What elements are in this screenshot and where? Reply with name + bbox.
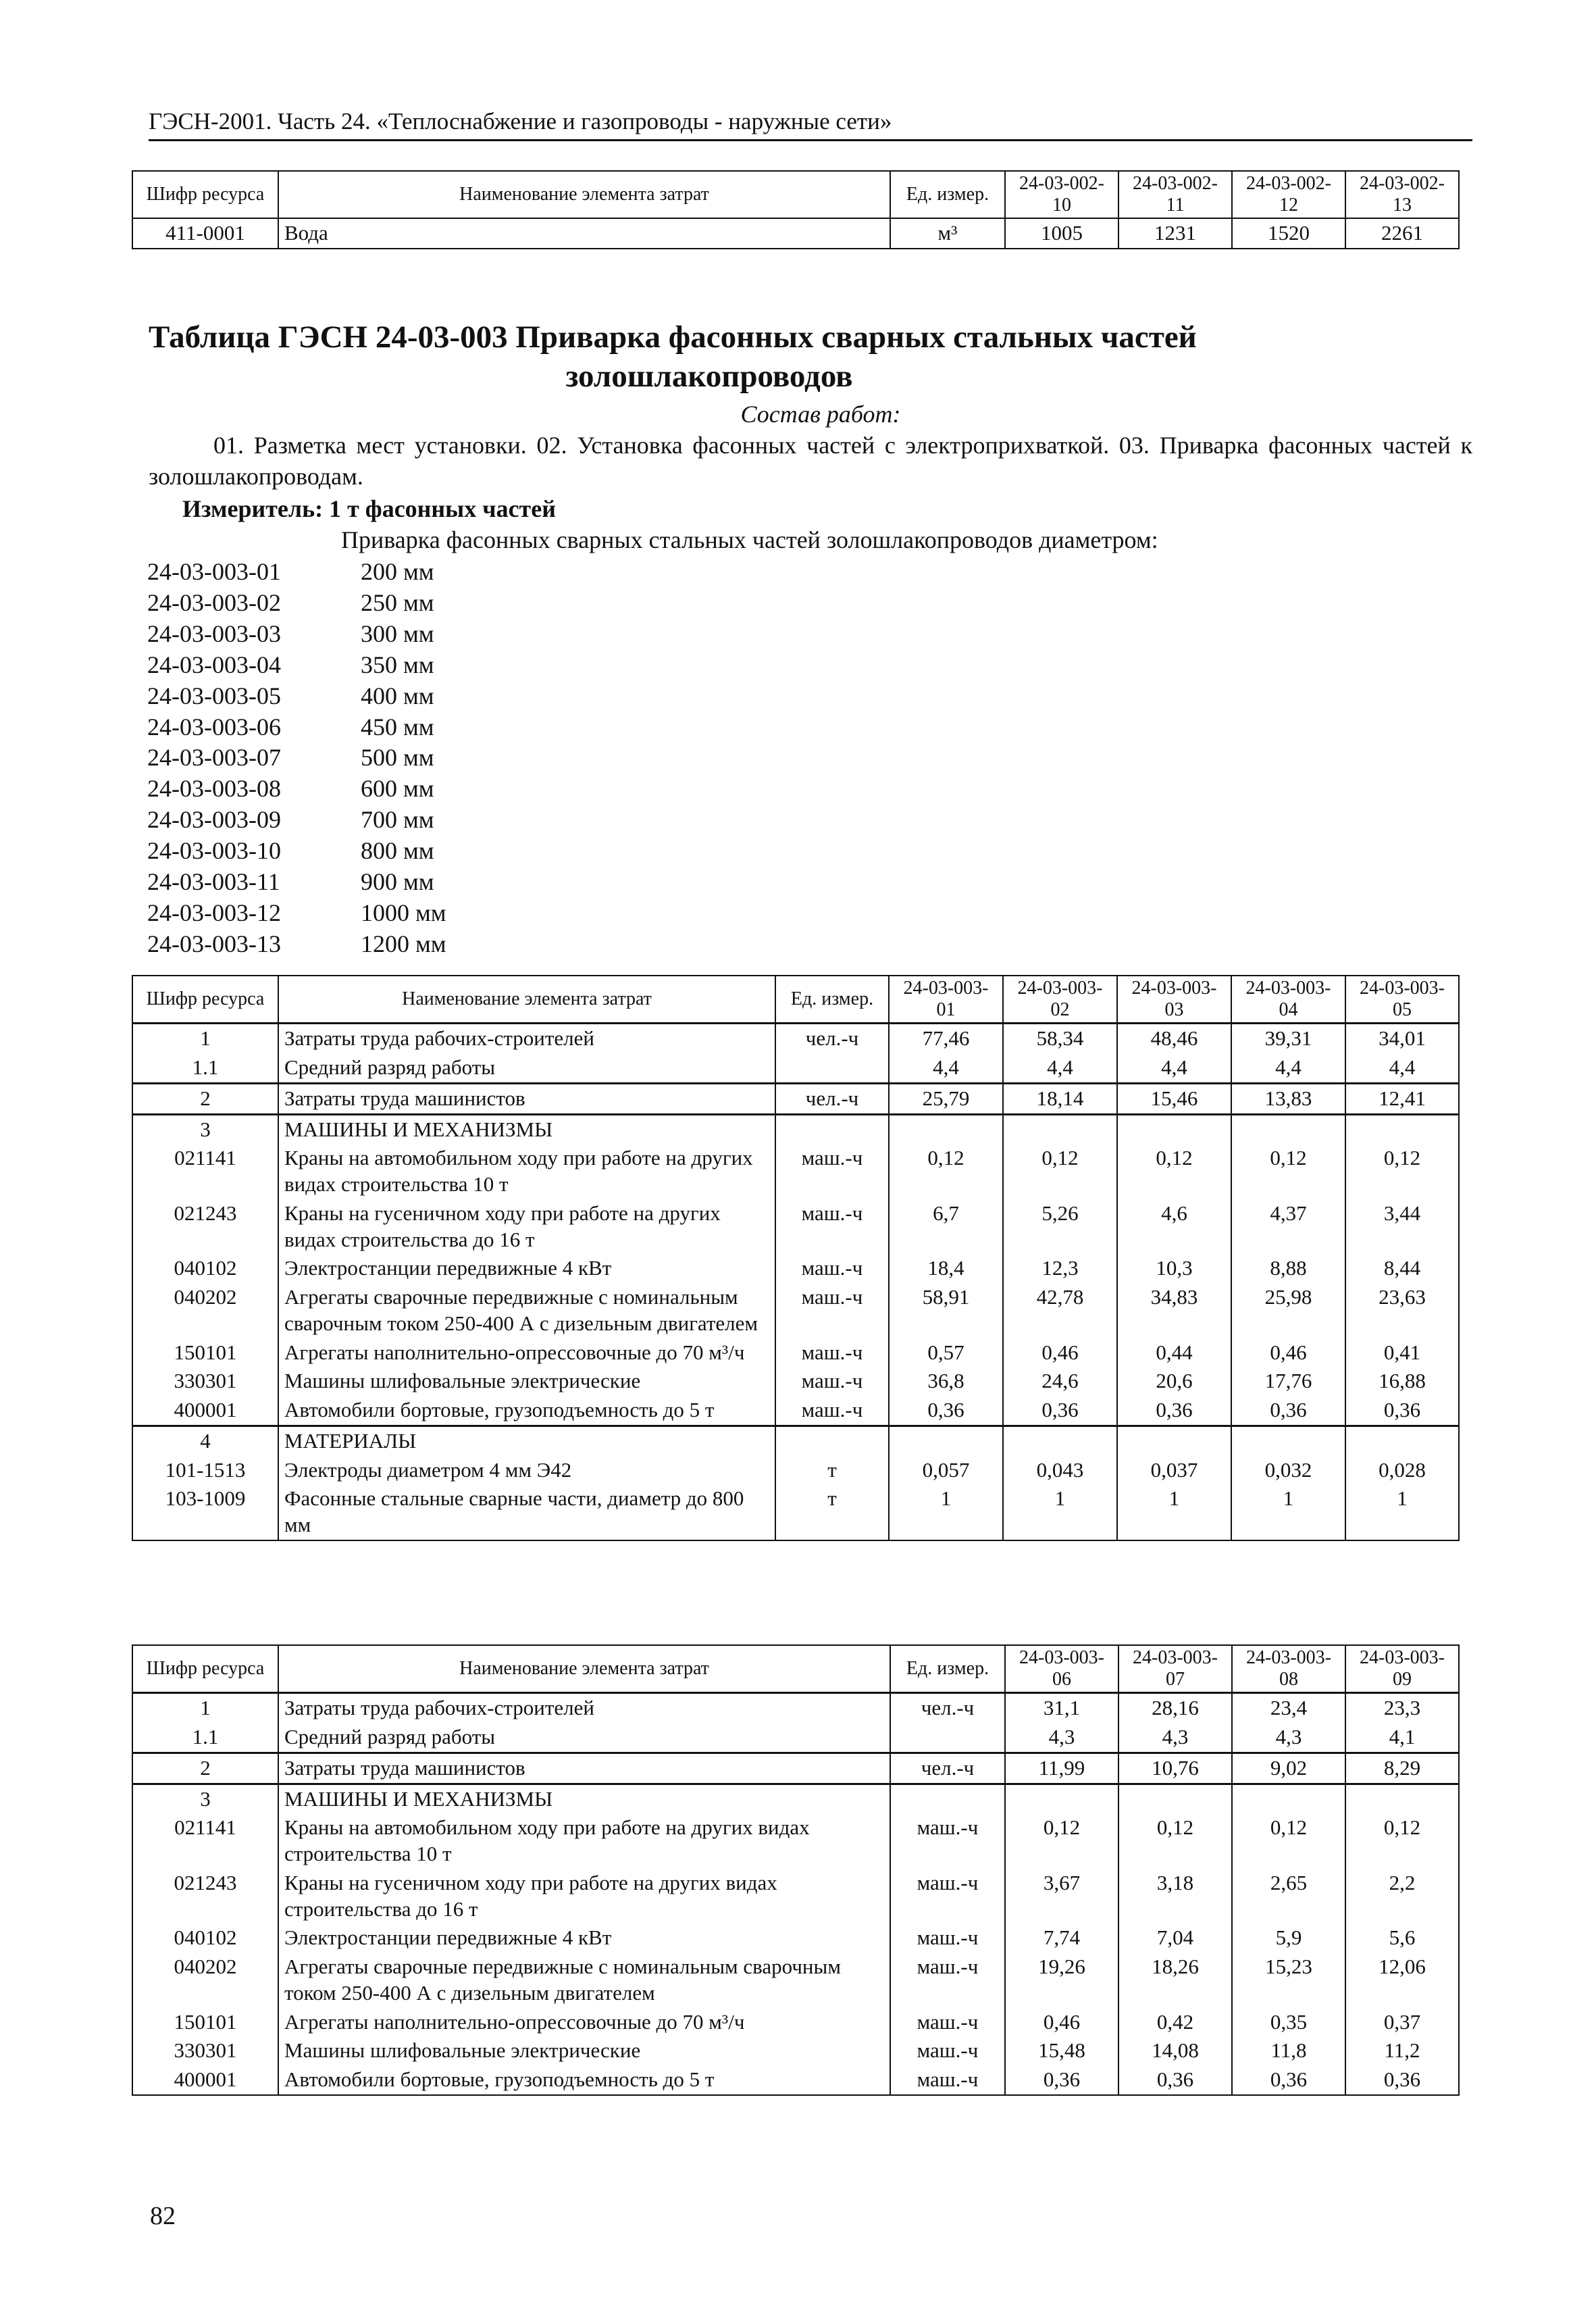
variant-size: 1000 мм <box>361 899 446 926</box>
table-row <box>132 1456 1459 1485</box>
resource-value: 8,29 <box>1345 1753 1459 1784</box>
resource-value: 4,6 <box>1117 1199 1231 1255</box>
resource-value: 0,12 <box>1345 1144 1459 1199</box>
resource-value: 0,36 <box>889 1396 1003 1426</box>
header-unit: Ед. измер. <box>775 976 889 1024</box>
resource-value: 13,83 <box>1231 1083 1345 1114</box>
resource-value <box>1118 1784 1232 1813</box>
resource-value <box>889 1426 1003 1455</box>
resource-value: 7,04 <box>1118 1923 1232 1953</box>
header-name: Наименование элемента затрат <box>278 171 890 218</box>
resource-value: 31,1 <box>1005 1693 1118 1723</box>
resource-value: 4,1 <box>1345 1723 1459 1753</box>
resource-value: 0,36 <box>1005 2065 1118 2095</box>
resource-value: 0,057 <box>889 1456 1003 1485</box>
resource-code: 040202 <box>132 1953 278 2008</box>
resource-value: 0,42 <box>1118 2008 1232 2037</box>
resource-value: 0,12 <box>1345 1813 1459 1869</box>
resource-value: 0,12 <box>889 1144 1003 1199</box>
resource-unit: маш.-ч <box>890 1869 1005 1924</box>
resource-name: Агрегаты сварочные передвижные с номинальным сварочным током 250-400 А с дизельным двигателем <box>278 1283 775 1338</box>
resource-code: 1.1 <box>132 1053 278 1083</box>
resource-value: 34,01 <box>1345 1024 1459 1053</box>
resource-value: 23,4 <box>1232 1693 1345 1723</box>
resource-value: 36,8 <box>889 1367 1003 1396</box>
table-row <box>132 1367 1459 1396</box>
resource-code: 150101 <box>132 2008 278 2037</box>
table-row <box>132 1753 1459 1784</box>
resource-code: 040202 <box>132 1283 278 1338</box>
resource-name: Затраты труда рабочих-строителей <box>278 1693 890 1723</box>
resource-value: 0,36 <box>1345 2065 1459 2095</box>
resource-name: Затраты труда машинистов <box>278 1753 890 1784</box>
table-row <box>132 1199 1459 1255</box>
table-row <box>132 1114 1459 1144</box>
resource-value: 1005 <box>1005 218 1118 249</box>
resource-code: 2 <box>132 1753 278 1784</box>
resource-value <box>1117 1114 1231 1144</box>
variant-code: 24-03-003-01 <box>147 558 281 585</box>
resource-value: 11,8 <box>1232 2036 1345 2065</box>
resource-value: 1231 <box>1118 218 1232 249</box>
resource-value <box>1232 1784 1345 1813</box>
resource-code: 1 <box>132 1024 278 1053</box>
resource-value: 0,37 <box>1345 2008 1459 2037</box>
resource-value <box>1231 1426 1345 1455</box>
table-row <box>132 1693 1459 1723</box>
variant-size: 600 мм <box>361 775 434 803</box>
resource-name: Автомобили бортовые, грузоподъемность до 5 т <box>278 1396 775 1426</box>
variant-code: 24-03-003-04 <box>147 651 281 678</box>
resource-code: 040102 <box>132 1254 278 1283</box>
table-row <box>132 1869 1459 1924</box>
header-unit: Ед. измер. <box>890 1645 1005 1693</box>
variant-code: 24-03-003-09 <box>147 806 281 834</box>
variant-item <box>147 619 446 650</box>
resource-name: Средний разряд работы <box>278 1053 775 1083</box>
resource-value: 11,2 <box>1345 2036 1459 2065</box>
variant-code: 24-03-003-03 <box>147 620 281 647</box>
table-row <box>132 1083 1459 1114</box>
variant-code: 24-03-003-02 <box>147 588 281 616</box>
table-row <box>132 1144 1459 1199</box>
variant-size: 800 мм <box>361 837 434 865</box>
variant-item <box>147 805 446 836</box>
variant-size: 500 мм <box>361 744 434 772</box>
resource-name: МАШИНЫ И МЕХАНИЗМЫ <box>278 1114 775 1144</box>
table-row <box>132 2036 1459 2065</box>
resource-value: 1 <box>1345 1484 1459 1540</box>
variant-code: 24-03-003-12 <box>147 899 281 926</box>
resource-value: 0,36 <box>1345 1396 1459 1426</box>
variant-item <box>147 898 446 929</box>
resource-value: 58,34 <box>1003 1024 1117 1053</box>
resource-name: Электростанции передвижные 4 кВт <box>278 1923 890 1953</box>
resource-value: 28,16 <box>1118 1693 1232 1723</box>
resource-value: 18,26 <box>1118 1953 1232 2008</box>
header-code: Шифр ресурса <box>132 171 278 218</box>
resource-unit: маш.-ч <box>775 1367 889 1396</box>
table-title-line-1: Таблица ГЭСН 24-03-003 Приварка фасонных сварных стальных частей <box>149 320 1197 355</box>
resource-value: 4,4 <box>1003 1053 1117 1083</box>
resource-value: 0,12 <box>1005 1813 1118 1869</box>
variant-size: 900 мм <box>361 868 434 896</box>
resource-value: 5,6 <box>1345 1923 1459 1953</box>
resource-name: Электростанции передвижные 4 кВт <box>278 1254 775 1283</box>
resource-code: 021243 <box>132 1869 278 1924</box>
resource-value: 4,4 <box>1345 1053 1459 1083</box>
variant-size: 300 мм <box>361 620 434 647</box>
resource-value: 1520 <box>1232 218 1345 249</box>
variant-size: 1200 мм <box>361 930 446 957</box>
resource-name: Агрегаты наполнительно-опрессовочные до 70 м³/ч <box>278 2008 890 2037</box>
table-row <box>132 1813 1459 1869</box>
variant-item <box>147 557 446 588</box>
resource-value: 0,46 <box>1231 1338 1345 1367</box>
resource-unit: маш.-ч <box>775 1144 889 1199</box>
resource-value: 34,83 <box>1117 1283 1231 1338</box>
resource-value: 0,36 <box>1118 2065 1232 2095</box>
table-header-row <box>132 976 1459 1024</box>
header-code: Шифр ресурса <box>132 1645 278 1693</box>
header-variant: 24-03-003-05 <box>1345 976 1459 1024</box>
resource-value: 1 <box>1003 1484 1117 1540</box>
header-name: Наименование элемента затрат <box>278 976 775 1024</box>
resource-value: 18,14 <box>1003 1083 1117 1114</box>
resource-value: 58,91 <box>889 1283 1003 1338</box>
header-variant: 24-03-003-08 <box>1232 1645 1345 1693</box>
resource-code: 2 <box>132 1083 278 1114</box>
resource-value: 0,46 <box>1003 1338 1117 1367</box>
resource-name: Краны на автомобильном ходу при работе на других видах строительства 10 т <box>278 1144 775 1199</box>
header-variant: 24-03-002-11 <box>1118 171 1232 218</box>
resource-code: 150101 <box>132 1338 278 1367</box>
resource-unit: маш.-ч <box>890 1923 1005 1953</box>
variant-code: 24-03-003-10 <box>147 837 281 865</box>
resource-value: 10,3 <box>1117 1254 1231 1283</box>
resource-name: Машины шлифовальные электрические <box>278 2036 890 2065</box>
resource-value: 23,3 <box>1345 1693 1459 1723</box>
resource-table-water <box>132 170 1460 249</box>
variant-item <box>147 929 446 960</box>
resource-value: 15,23 <box>1232 1953 1345 2008</box>
variant-item <box>147 650 446 681</box>
resource-code: 040102 <box>132 1923 278 1953</box>
resource-code: 330301 <box>132 1367 278 1396</box>
resource-value <box>1345 1784 1459 1813</box>
resource-code: 4 <box>132 1426 278 1455</box>
resource-value: 6,7 <box>889 1199 1003 1255</box>
resource-name: Краны на автомобильном ходу при работе на других видах строительства 10 т <box>278 1813 890 1869</box>
header-variant: 24-03-003-09 <box>1345 1645 1459 1693</box>
table-row <box>132 1426 1459 1455</box>
header-variant: 24-03-003-03 <box>1117 976 1231 1024</box>
resource-unit: т <box>775 1456 889 1485</box>
table-row <box>132 1053 1459 1083</box>
resource-unit <box>775 1426 889 1455</box>
header-code: Шифр ресурса <box>132 976 278 1024</box>
resource-value: 1 <box>1117 1484 1231 1540</box>
variant-size: 700 мм <box>361 806 434 834</box>
running-header: ГЭСН-2001. Часть 24. «Теплоснабжение и газопроводы - наружные сети» <box>149 108 1472 141</box>
header-variant: 24-03-003-06 <box>1005 1645 1118 1693</box>
table-row <box>132 1254 1459 1283</box>
resource-value: 4,4 <box>1231 1053 1345 1083</box>
resource-value: 4,4 <box>1117 1053 1231 1083</box>
resource-code: 021243 <box>132 1199 278 1255</box>
variant-size: 350 мм <box>361 651 434 678</box>
resource-unit: чел.-ч <box>890 1753 1005 1784</box>
resource-value: 2,2 <box>1345 1869 1459 1924</box>
resource-value: 0,35 <box>1232 2008 1345 2037</box>
resource-name: Фасонные стальные сварные части, диаметр до 800 мм <box>278 1484 775 1540</box>
resource-value: 0,032 <box>1231 1456 1345 1485</box>
resource-unit: чел.-ч <box>775 1083 889 1114</box>
resource-unit: м³ <box>890 218 1005 249</box>
resource-value: 0,037 <box>1117 1456 1231 1485</box>
resource-value <box>1003 1426 1117 1455</box>
resource-value: 4,3 <box>1118 1723 1232 1753</box>
variant-item <box>147 774 446 805</box>
resource-name: Затраты труда машинистов <box>278 1083 775 1114</box>
measure-unit: Измеритель: 1 т фасонных частей <box>182 495 556 522</box>
resource-unit: маш.-ч <box>890 2008 1005 2037</box>
resource-value: 1 <box>889 1484 1003 1540</box>
header-variant: 24-03-002-13 <box>1345 171 1459 218</box>
resource-value: 0,44 <box>1117 1338 1231 1367</box>
resource-value: 0,043 <box>1003 1456 1117 1485</box>
resource-value: 39,31 <box>1231 1024 1345 1053</box>
resource-value <box>1345 1114 1459 1144</box>
resource-value: 7,74 <box>1005 1923 1118 1953</box>
table-row <box>132 1923 1459 1953</box>
resource-value: 0,12 <box>1118 1813 1232 1869</box>
resource-value: 2261 <box>1345 218 1459 249</box>
resource-value: 18,4 <box>889 1254 1003 1283</box>
resource-value: 23,63 <box>1345 1283 1459 1338</box>
resource-name: МАШИНЫ И МЕХАНИЗМЫ <box>278 1784 890 1813</box>
resource-value: 19,26 <box>1005 1953 1118 2008</box>
variant-size: 400 мм <box>361 682 434 709</box>
resource-code: 1.1 <box>132 1723 278 1753</box>
resource-unit <box>775 1114 889 1144</box>
resource-code: 3 <box>132 1784 278 1813</box>
header-name: Наименование элемента затрат <box>278 1645 890 1693</box>
table-header-row <box>132 171 1459 218</box>
resource-table-01-05 <box>132 975 1460 1541</box>
resource-name: Краны на гусеничном ходу при работе на других видах строительства до 16 т <box>278 1869 890 1924</box>
composition-label: Состав работ: <box>740 401 901 428</box>
resource-name: МАТЕРИАЛЫ <box>278 1426 775 1455</box>
resource-value: 3,67 <box>1005 1869 1118 1924</box>
resource-value: 2,65 <box>1232 1869 1345 1924</box>
resource-code: 400001 <box>132 1396 278 1426</box>
resource-unit: маш.-ч <box>775 1396 889 1426</box>
resource-unit: чел.-ч <box>890 1693 1005 1723</box>
work-composition-text: 01. Разметка мест установки. 02. Установка фасонных частей с электроприхваткой. 03. Приварка фасонных частей к золошлакопроводам. <box>149 432 1472 490</box>
header-unit: Ед. измер. <box>890 171 1005 218</box>
variant-size: 250 мм <box>361 588 434 616</box>
variant-item <box>147 867 446 898</box>
resource-unit: маш.-ч <box>890 1953 1005 2008</box>
header-variant: 24-03-003-02 <box>1003 976 1117 1024</box>
variant-code: 24-03-003-08 <box>147 775 281 803</box>
resource-value: 3,18 <box>1118 1869 1232 1924</box>
table-row <box>132 2065 1459 2095</box>
resource-unit: маш.-ч <box>890 2036 1005 2065</box>
resource-name: Агрегаты наполнительно-опрессовочные до 70 м³/ч <box>278 1338 775 1367</box>
variant-item <box>147 588 446 619</box>
resource-value: 4,37 <box>1231 1199 1345 1255</box>
resource-value: 0,12 <box>1232 1813 1345 1869</box>
variant-item <box>147 743 446 774</box>
resource-unit: маш.-ч <box>775 1254 889 1283</box>
resource-value: 12,3 <box>1003 1254 1117 1283</box>
header-variant: 24-03-003-07 <box>1118 1645 1232 1693</box>
resource-unit: т <box>775 1484 889 1540</box>
resource-value: 0,46 <box>1005 2008 1118 2037</box>
resource-value: 14,08 <box>1118 2036 1232 2065</box>
table-title-line-2: золошлакопроводов <box>565 359 853 394</box>
resource-value: 20,6 <box>1117 1367 1231 1396</box>
resource-unit <box>890 1723 1005 1753</box>
variant-code: 24-03-003-07 <box>147 744 281 772</box>
resource-value: 42,78 <box>1003 1283 1117 1338</box>
table-row <box>132 1396 1459 1426</box>
resource-value: 15,48 <box>1005 2036 1118 2065</box>
resource-value: 4,3 <box>1232 1723 1345 1753</box>
resource-code: 021141 <box>132 1144 278 1199</box>
resource-value: 8,44 <box>1345 1254 1459 1283</box>
resource-name: Автомобили бортовые, грузоподъемность до 5 т <box>278 2065 890 2095</box>
resource-value: 0,12 <box>1117 1144 1231 1199</box>
resource-value: 10,76 <box>1118 1753 1232 1784</box>
resource-unit: чел.-ч <box>775 1024 889 1053</box>
resource-name: Затраты труда рабочих-строителей <box>278 1024 775 1053</box>
resource-name: Средний разряд работы <box>278 1723 890 1753</box>
variant-size: 450 мм <box>361 713 434 740</box>
resource-value <box>1117 1426 1231 1455</box>
resource-value: 9,02 <box>1232 1753 1345 1784</box>
table-header-row <box>132 1645 1459 1693</box>
resource-unit: маш.-ч <box>775 1283 889 1338</box>
resource-value <box>889 1114 1003 1144</box>
resource-value <box>1003 1114 1117 1144</box>
resource-code: 103-1009 <box>132 1484 278 1540</box>
table-row <box>132 1784 1459 1813</box>
resource-table-06-09 <box>132 1644 1460 2096</box>
resource-value: 8,88 <box>1231 1254 1345 1283</box>
variant-code: 24-03-003-11 <box>147 868 280 896</box>
resource-value: 17,76 <box>1231 1367 1345 1396</box>
resource-value: 1 <box>1231 1484 1345 1540</box>
resource-value: 0,36 <box>1117 1396 1231 1426</box>
table-title <box>149 318 1472 396</box>
resource-value: 0,12 <box>1003 1144 1117 1199</box>
table-row <box>132 1953 1459 2008</box>
header-variant: 24-03-003-04 <box>1231 976 1345 1024</box>
variant-item <box>147 681 446 712</box>
variants-list <box>147 557 446 960</box>
resource-unit <box>775 1053 889 1083</box>
resource-unit: маш.-ч <box>890 1813 1005 1869</box>
resource-value: 5,9 <box>1232 1923 1345 1953</box>
table-row <box>132 2008 1459 2037</box>
resource-value: 0,36 <box>1003 1396 1117 1426</box>
variants-intro: Приварка фасонных сварных стальных частей золошлакопроводов диаметром: <box>341 526 1158 553</box>
header-variant: 24-03-002-10 <box>1005 171 1118 218</box>
resource-unit: маш.-ч <box>775 1338 889 1367</box>
variant-size: 200 мм <box>361 558 434 585</box>
resource-unit: маш.-ч <box>890 2065 1005 2095</box>
resource-code: 330301 <box>132 2036 278 2065</box>
resource-value: 25,79 <box>889 1083 1003 1114</box>
header-variant: 24-03-003-01 <box>889 976 1003 1024</box>
resource-value: 0,12 <box>1231 1144 1345 1199</box>
table-row <box>132 1338 1459 1367</box>
resource-code: 101-1513 <box>132 1456 278 1485</box>
table-row <box>132 1024 1459 1053</box>
resource-value <box>1231 1114 1345 1144</box>
resource-unit <box>890 1784 1005 1813</box>
resource-value <box>1005 1784 1118 1813</box>
resource-value: 11,99 <box>1005 1753 1118 1784</box>
resource-value: 0,36 <box>1231 1396 1345 1426</box>
resource-name: Электроды диаметром 4 мм Э42 <box>278 1456 775 1485</box>
table-row <box>132 1283 1459 1338</box>
resource-value: 3,44 <box>1345 1199 1459 1255</box>
variant-code: 24-03-003-05 <box>147 682 281 709</box>
variant-item <box>147 712 446 743</box>
resource-code: 400001 <box>132 2065 278 2095</box>
resource-value: 77,46 <box>889 1024 1003 1053</box>
resource-value: 0,57 <box>889 1338 1003 1367</box>
resource-value: 12,06 <box>1345 1953 1459 2008</box>
resource-value: 0,41 <box>1345 1338 1459 1367</box>
page-number: 82 <box>150 2202 176 2230</box>
resource-value <box>1345 1426 1459 1455</box>
resource-name: Краны на гусеничном ходу при работе на других видах строительства до 16 т <box>278 1199 775 1255</box>
resource-value: 4,4 <box>889 1053 1003 1083</box>
resource-value: 4,3 <box>1005 1723 1118 1753</box>
table-row <box>132 218 1459 249</box>
resource-name: Агрегаты сварочные передвижные с номинальным сварочным током 250-400 А с дизельным двигателем <box>278 1953 890 2008</box>
resource-value: 48,46 <box>1117 1024 1231 1053</box>
resource-value: 25,98 <box>1231 1283 1345 1338</box>
resource-unit: маш.-ч <box>775 1199 889 1255</box>
resource-name: Вода <box>278 218 890 249</box>
variant-code: 24-03-003-13 <box>147 930 281 957</box>
resource-value: 16,88 <box>1345 1367 1459 1396</box>
resource-value: 15,46 <box>1117 1083 1231 1114</box>
resource-value: 24,6 <box>1003 1367 1117 1396</box>
table-row <box>132 1723 1459 1753</box>
resource-value: 0,028 <box>1345 1456 1459 1485</box>
resource-value: 12,41 <box>1345 1083 1459 1114</box>
resource-code: 411-0001 <box>132 218 278 249</box>
resource-code: 021141 <box>132 1813 278 1869</box>
resource-value: 5,26 <box>1003 1199 1117 1255</box>
resource-name: Машины шлифовальные электрические <box>278 1367 775 1396</box>
header-variant: 24-03-002-12 <box>1232 171 1345 218</box>
table-row <box>132 1484 1459 1540</box>
resource-value: 0,36 <box>1232 2065 1345 2095</box>
resource-code: 3 <box>132 1114 278 1144</box>
variant-code: 24-03-003-06 <box>147 713 281 740</box>
resource-code: 1 <box>132 1693 278 1723</box>
variant-item <box>147 836 446 867</box>
